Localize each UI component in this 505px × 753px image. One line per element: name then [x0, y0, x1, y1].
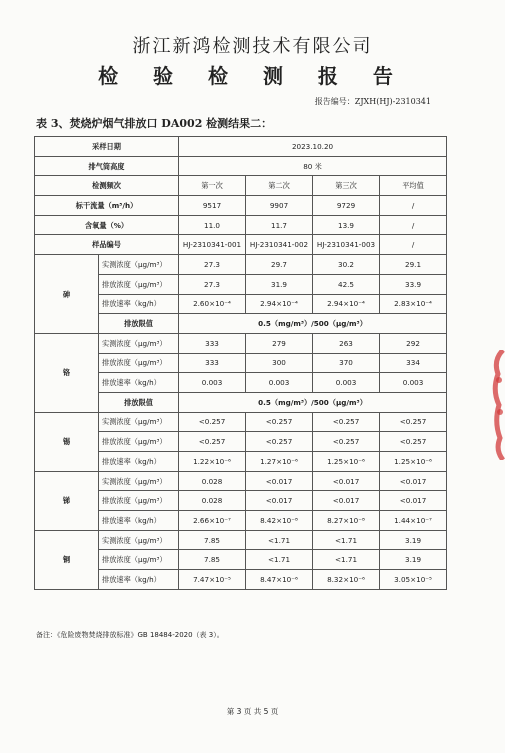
metal-row-label: 排放浓度（μg/m³） — [99, 550, 179, 570]
limit-label: 排放限值 — [99, 314, 179, 334]
cell-value: 1.25×10⁻⁶ — [313, 452, 380, 472]
cell-value: <0.257 — [313, 412, 380, 432]
cell-value: 2.94×10⁻⁴ — [313, 294, 380, 314]
row-value: 80 米 — [179, 156, 447, 176]
cell-value: 8.32×10⁻⁶ — [313, 570, 380, 590]
cell-value: <0.017 — [246, 491, 313, 511]
metal-row-label: 实测浓度（μg/m³） — [99, 530, 179, 550]
cell-value: 1.22×10⁻⁶ — [179, 452, 246, 472]
cell-value: 31.9 — [246, 274, 313, 294]
cell-value: <0.257 — [179, 412, 246, 432]
general-row — [35, 156, 447, 176]
general-row — [35, 196, 447, 216]
cell-value: / — [380, 196, 447, 216]
company-name: 浙江新鸿检测技术有限公司 — [132, 36, 373, 57]
cell-value: 0.003 — [313, 373, 380, 393]
cell-value: 292 — [380, 333, 447, 353]
cell-value: 11.7 — [246, 215, 313, 235]
cell-value: 1.44×10⁻⁷ — [380, 511, 447, 531]
cell-value: <0.017 — [313, 491, 380, 511]
footnote: 备注：《危险废物焚烧排放标准》GB 18484-2020（表 3）。 — [36, 631, 224, 639]
cell-value: 2.60×10⁻⁴ — [179, 294, 246, 314]
cell-value: <0.017 — [380, 491, 447, 511]
row-label: 检测频次 — [35, 176, 179, 196]
cell-value: 300 — [246, 353, 313, 373]
cell-value: 第二次 — [246, 176, 313, 196]
cell-value: 7.47×10⁻⁵ — [179, 570, 246, 590]
metal-row-label: 实测浓度（μg/m³） — [99, 471, 179, 491]
metal-name: 锑 — [35, 471, 99, 530]
cell-value: 8.27×10⁻⁸ — [313, 511, 380, 531]
cell-value: 27.3 — [179, 255, 246, 275]
cell-value: <0.257 — [380, 432, 447, 452]
general-row — [35, 176, 447, 196]
cell-value: 263 — [313, 333, 380, 353]
cell-value: 11.0 — [179, 215, 246, 235]
metal-name: 锡 — [35, 412, 99, 471]
metal-name: 铬 — [35, 333, 99, 412]
cell-value: <0.257 — [313, 432, 380, 452]
cell-value: 7.85 — [179, 530, 246, 550]
metal-row — [35, 412, 447, 432]
cell-value: HJ-2310341-003 — [313, 235, 380, 255]
metal-row-label: 排放浓度（μg/m³） — [99, 432, 179, 452]
metal-row-label: 排放浓度（μg/m³） — [99, 274, 179, 294]
metal-row — [35, 333, 447, 353]
cell-value: <0.017 — [380, 471, 447, 491]
cell-value: HJ-2310341-002 — [246, 235, 313, 255]
cell-value: <0.257 — [380, 412, 447, 432]
cell-value: 370 — [313, 353, 380, 373]
limit-label: 排放限值 — [99, 392, 179, 412]
cell-value: 9517 — [179, 196, 246, 216]
metal-name: 铜 — [35, 530, 99, 589]
row-label: 采样日期 — [35, 137, 179, 157]
cell-value: 279 — [246, 333, 313, 353]
row-label: 排气筒高度 — [35, 156, 179, 176]
cell-value: 0.003 — [380, 373, 447, 393]
cell-value: 30.2 — [313, 255, 380, 275]
metal-row — [35, 471, 447, 491]
cell-value: <0.257 — [246, 432, 313, 452]
cell-value: 0.028 — [179, 471, 246, 491]
metal-row-label: 排放浓度（μg/m³） — [99, 353, 179, 373]
table-caption: 表 3、焚烧炉烟气排放口 DA002 检测结果二： — [36, 117, 273, 130]
cell-value: <0.017 — [246, 471, 313, 491]
cell-value: <1.71 — [246, 550, 313, 570]
cell-value: 8.42×10⁻⁸ — [246, 511, 313, 531]
metal-row-label: 排放速率（kg/h） — [99, 452, 179, 472]
cell-value: <1.71 — [313, 550, 380, 570]
cell-value: <0.017 — [313, 471, 380, 491]
cell-value: / — [380, 215, 447, 235]
cell-value: 第三次 — [313, 176, 380, 196]
cell-value: 2.66×10⁻⁷ — [179, 511, 246, 531]
cell-value: 333 — [179, 353, 246, 373]
cell-value: <1.71 — [313, 530, 380, 550]
seal-stamp-fragment — [489, 350, 505, 460]
limit-value: 0.5（mg/m³）/500（μg/m³） — [179, 314, 447, 334]
metal-row-label: 排放速率（kg/h） — [99, 294, 179, 314]
cell-value: 7.85 — [179, 550, 246, 570]
cell-value: 29.7 — [246, 255, 313, 275]
cell-value: 334 — [380, 353, 447, 373]
cell-value: HJ-2310341-001 — [179, 235, 246, 255]
metal-row-label: 排放浓度（μg/m³） — [99, 491, 179, 511]
metal-row-label: 实测浓度（μg/m³） — [99, 412, 179, 432]
cell-value: 0.003 — [179, 373, 246, 393]
metal-row-label: 排放速率（kg/h） — [99, 511, 179, 531]
metal-row — [35, 255, 447, 275]
cell-value: 3.19 — [380, 530, 447, 550]
cell-value: <0.257 — [179, 432, 246, 452]
cell-value: 9729 — [313, 196, 380, 216]
general-row — [35, 137, 447, 157]
cell-value: 13.9 — [313, 215, 380, 235]
cell-value: 9907 — [246, 196, 313, 216]
results-table — [34, 136, 447, 590]
row-label: 样品编号 — [35, 235, 179, 255]
report-title: 检 验 检 测 报 告 — [98, 64, 407, 88]
cell-value: 1.25×10⁻⁶ — [380, 452, 447, 472]
row-label: 含氧量（%） — [35, 215, 179, 235]
limit-value: 0.5（mg/m³）/500（μg/m³） — [179, 392, 447, 412]
metal-row-label: 实测浓度（μg/m³） — [99, 333, 179, 353]
cell-value: 27.3 — [179, 274, 246, 294]
row-label: 标干流量（m³/h） — [35, 196, 179, 216]
cell-value: <0.257 — [246, 412, 313, 432]
cell-value: 3.19 — [380, 550, 447, 570]
metal-row-label: 排放速率（kg/h） — [99, 570, 179, 590]
cell-value: / — [380, 235, 447, 255]
cell-value: 29.1 — [380, 255, 447, 275]
cell-value: 3.05×10⁻⁵ — [380, 570, 447, 590]
cell-value: 2.83×10⁻⁴ — [380, 294, 447, 314]
cell-value: 2.94×10⁻⁴ — [246, 294, 313, 314]
metal-row-label: 实测浓度（μg/m³） — [99, 255, 179, 275]
metal-row — [35, 530, 447, 550]
report-number: 报告编号：ZJXH(HJ)-2310341 — [314, 97, 431, 106]
metal-row-label: 排放速率（kg/h） — [99, 373, 179, 393]
page-number: 第 3 页 共 5 页 — [226, 707, 279, 716]
cell-value: 0.028 — [179, 491, 246, 511]
general-row — [35, 235, 447, 255]
metal-name: 砷 — [35, 255, 99, 334]
cell-value: <1.71 — [246, 530, 313, 550]
cell-value: 第一次 — [179, 176, 246, 196]
cell-value: 333 — [179, 333, 246, 353]
general-row — [35, 215, 447, 235]
row-value: 2023.10.20 — [179, 137, 447, 157]
cell-value: 8.47×10⁻⁶ — [246, 570, 313, 590]
cell-value: 33.9 — [380, 274, 447, 294]
cell-value: 0.003 — [246, 373, 313, 393]
cell-value: 平均值 — [380, 176, 447, 196]
cell-value: 42.5 — [313, 274, 380, 294]
cell-value: 1.27×10⁻⁶ — [246, 452, 313, 472]
